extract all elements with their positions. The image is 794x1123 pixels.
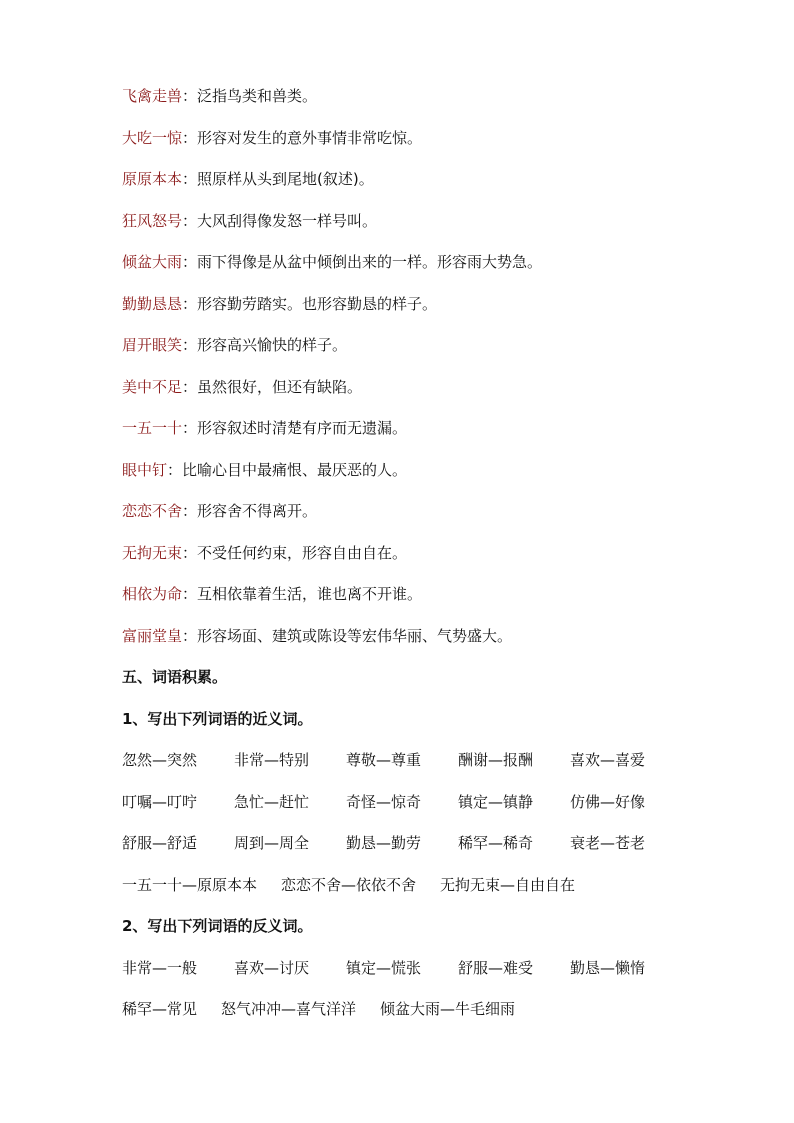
idiom-definition: 照原样从头到尾地(叙述)。 (197, 170, 374, 188)
idiom-colon: ： (182, 128, 198, 147)
word-pair-row (122, 792, 682, 834)
idiom-row (122, 626, 682, 668)
word-pair: 急忙—赶忙 (234, 792, 310, 811)
word-pair: 无拘无束—自由自在 (440, 875, 576, 894)
idiom-row (122, 252, 682, 294)
word-pair: 勤恳—懒惰 (570, 958, 646, 977)
synonyms-block (122, 750, 682, 916)
idiom-definition: 形容高兴愉快的样子。 (197, 336, 348, 354)
antonyms-block (122, 958, 682, 1041)
idiom-colon: ： (182, 211, 198, 230)
idiom-definition: 泛指鸟类和兽类。 (197, 87, 318, 105)
word-pair: 奇怪—惊奇 (346, 792, 422, 811)
idiom-colon: ： (182, 170, 198, 188)
idiom-definition: 比喻心目中最痛恨、最厌恶的人。 (182, 460, 408, 479)
idiom-row (122, 86, 682, 128)
idiom-row (122, 501, 682, 543)
idiom-definition: 形容叙述时清楚有序而无遗漏。 (197, 419, 408, 437)
section-title: 五、词语积累。 (122, 668, 228, 686)
word-pair: 勤恳—勤劳 (346, 834, 422, 852)
idiom-row (122, 460, 682, 502)
idiom-colon: ： (182, 87, 198, 105)
idiom-term: 一五一十 (122, 419, 183, 437)
idiom-colon: ： (182, 336, 198, 354)
idiom-definition: 虽然很好，但还有缺陷。 (197, 377, 363, 396)
idiom-colon: ： (182, 626, 198, 645)
idiom-row (122, 377, 682, 419)
word-pair: 舒服—难受 (458, 958, 534, 977)
word-pair: 恋恋不舍—依依不舍 (281, 875, 417, 894)
idiom-term: 倾盆大雨 (122, 253, 183, 271)
idiom-definition: 形容场面、建筑或陈设等宏伟华丽、气势盛大。 (197, 626, 513, 645)
word-pair-row (122, 999, 682, 1041)
idiom-colon: ： (182, 585, 198, 603)
idiom-term: 恋恋不舍 (122, 502, 183, 520)
idiom-definition: 形容舍不得离开。 (197, 502, 318, 520)
idiom-definition: 不受任何约束，形容自由自在。 (197, 543, 408, 562)
idiom-colon: ： (182, 377, 198, 396)
idiom-definition: 形容对发生的意外事情非常吃惊。 (197, 128, 423, 147)
idiom-row (122, 294, 682, 336)
word-pair-row (122, 750, 682, 792)
idiom-term: 大吃一惊 (122, 128, 183, 147)
word-pair: 倾盆大雨—牛毛细雨 (380, 1000, 516, 1018)
idiom-colon: ： (167, 460, 183, 479)
word-pair: 喜欢—讨厌 (234, 958, 310, 977)
idiom-colon: ： (182, 253, 198, 271)
antonyms-title: 2、写出下列词语的反义词。 (122, 917, 313, 935)
idiom-row (122, 169, 682, 211)
idiom-colon: ： (182, 543, 198, 562)
idiom-term: 美中不足 (122, 377, 183, 396)
idiom-row (122, 211, 682, 253)
idiom-term: 狂风怒号 (122, 211, 183, 230)
word-pair: 衰老—苍老 (570, 834, 646, 852)
word-pair: 喜欢—喜爱 (570, 751, 646, 769)
word-pair: 叮嘱—叮咛 (122, 792, 198, 811)
document-page (122, 86, 682, 1041)
word-pair-row (122, 958, 682, 1000)
word-pair: 一五一十—原原本本 (122, 875, 258, 894)
word-pair: 稀罕—稀奇 (458, 834, 534, 852)
idiom-row (122, 335, 682, 377)
idiom-definition: 形容勤劳踏实。也形容勤恳的样子。 (197, 294, 438, 313)
synonyms-title: 1、写出下列词语的近义词。 (122, 709, 313, 728)
idiom-term: 飞禽走兽 (122, 87, 183, 105)
word-pair: 周到—周全 (234, 834, 310, 852)
idiom-colon: ： (182, 294, 198, 313)
idiom-term: 无拘无束 (122, 543, 183, 562)
idiom-colon: ： (182, 502, 198, 520)
idiom-term: 原原本本 (122, 170, 183, 188)
idiom-definition: 大风刮得像发怒一样号叫。 (197, 211, 378, 230)
word-pair: 尊敬—尊重 (346, 751, 422, 769)
idiom-term: 勤勤恳恳 (122, 294, 183, 313)
word-pair-row (122, 875, 682, 917)
word-pair: 怒气冲冲—喜气洋洋 (221, 1000, 357, 1018)
idiom-definition: 雨下得像是从盆中倾倒出来的一样。形容雨大势急。 (197, 253, 543, 271)
idiom-row (122, 418, 682, 460)
word-pair: 忽然—突然 (122, 751, 198, 769)
idiom-term: 眉开眼笑 (122, 336, 183, 354)
word-pair: 非常—一般 (122, 958, 198, 977)
idiom-term: 富丽堂皇 (122, 626, 183, 645)
idiom-colon: ： (182, 419, 198, 437)
word-pair: 酬谢—报酬 (458, 751, 534, 769)
idiom-row (122, 584, 682, 626)
word-pair: 稀罕—常见 (122, 1000, 198, 1018)
word-pair-row (122, 833, 682, 875)
idiom-list (122, 86, 682, 667)
word-pair: 舒服—舒适 (122, 834, 198, 852)
idiom-term: 相依为命 (122, 585, 183, 603)
word-pair: 镇定—慌张 (346, 958, 422, 977)
idiom-definition: 互相依靠着生活，谁也离不开谁。 (197, 585, 423, 603)
idiom-term: 眼中钉 (122, 460, 168, 479)
idiom-row (122, 543, 682, 585)
idiom-row (122, 128, 682, 170)
word-pair: 仿佛—好像 (570, 792, 646, 811)
word-pair: 非常—特别 (234, 751, 310, 769)
word-pair: 镇定—镇静 (458, 792, 534, 811)
